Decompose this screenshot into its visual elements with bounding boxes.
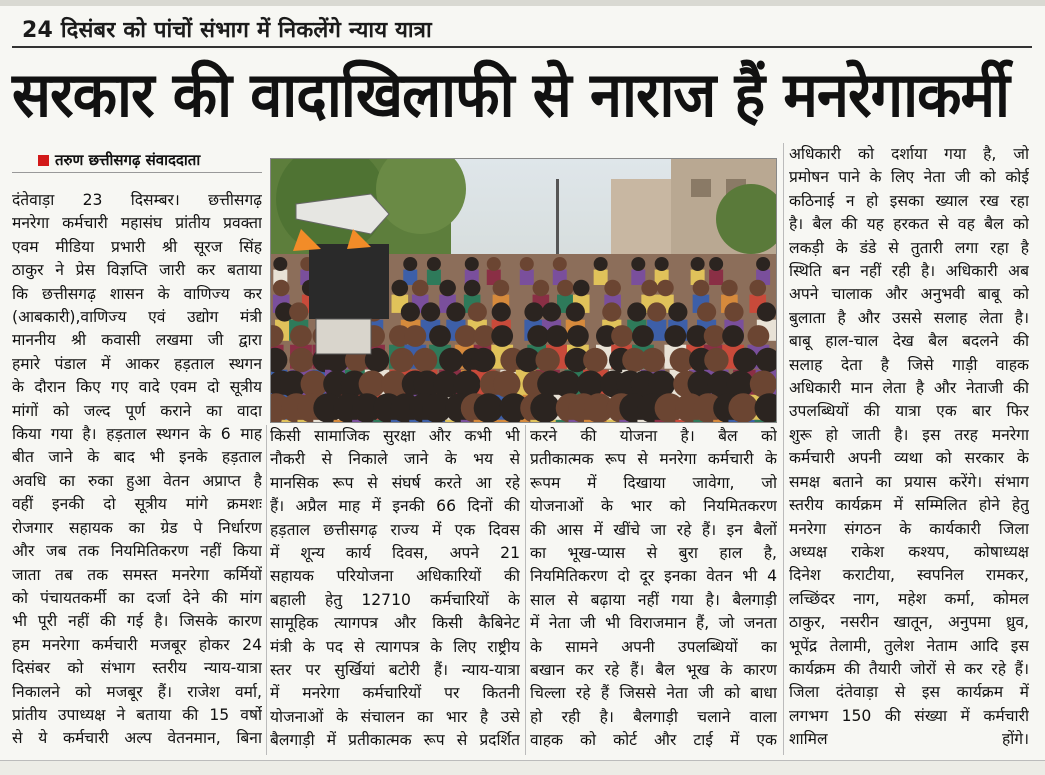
article-text-line: नौकरी से निकाले जाने के भय से	[270, 450, 520, 469]
article-text-line: बैलगाड़ी में प्रतीकात्मक रूप से प्रदर्शित	[270, 731, 520, 750]
article-text-line: जाता तब तक समस्त मनरेगा कर्मियों	[12, 565, 262, 584]
article-text-line: और जब तक नियमितिकरण नहीं किया	[12, 542, 262, 561]
article-text-line: दिसंबर को संभाग स्तरीय न्याय-यात्रा	[12, 659, 262, 678]
divider	[12, 46, 1032, 48]
article-text-line: में नेता जी भी विराजमान हैं, जो जनता	[530, 614, 777, 633]
article-text-line: अधिकारी मान लेता है और नेताजी की	[789, 379, 1029, 398]
article-text-line: हैं। अप्रैल माह में इनकी 66 दिनों की	[270, 497, 520, 516]
byline-text: तरुण छत्तीसगढ़ संवाददाता	[55, 151, 201, 169]
article-text-line: सामूहिक त्यागपत्र और किसी कैबिनेट	[270, 614, 520, 633]
article-text-line: प्रतीकात्मक रूप से मनरेगा कर्मचारी के	[530, 450, 777, 469]
article-text-line: अध्यक्ष राकेश कश्यप, कोषाध्यक्ष	[789, 542, 1029, 561]
article-text-line: ठाकुर ने प्रेस विज्ञप्ति जारी कर बताया	[12, 261, 262, 280]
article-text-line: भी पूरी नहीं की गई है। जिसके कारण	[12, 612, 262, 631]
red-square-icon	[38, 155, 49, 166]
article-text-line: मांगों को जल्द पूर्ण कराने का वादा	[12, 401, 262, 420]
protest-photo	[270, 158, 777, 423]
article-text-line: बीत जाने के बाद भी इनके हड़ताल	[12, 448, 262, 467]
article-text-line: हम मनरेगा कर्मचारी मजबूर होकर 24	[12, 635, 262, 654]
article-text-line: माननीय श्री कवासी लखमा जी द्वारा	[12, 331, 262, 350]
article-text-line: कठिनाई न हो इसका ख्याल रख रहा	[789, 191, 1029, 210]
article-text-line: बुलाता है और उससे सलाह लेता है।	[789, 308, 1029, 327]
article-text-line: में मनरेगा कर्मचारियों पर कितनी	[270, 684, 520, 703]
article-text-line: जिला दंतेवाड़ा से इस कार्यक्रम में	[789, 683, 1029, 702]
article-text-line: हमारे पंडाल में आकर हड़ताल स्थगन	[12, 354, 262, 373]
article-text-line: कर्मचारी अपनी व्यथा को सरकार के	[789, 449, 1029, 468]
article-text-line: समक्ष बताने का प्रयास करेंगे। संभाग	[789, 472, 1029, 491]
article-text-line: लच्छिंदर नाग, महेश कर्मा, कोमल	[789, 589, 1029, 608]
article-text-line: ठाकुर, नसरीन खातून, अनुपमा ध्रुव,	[789, 613, 1029, 632]
article-text-line: मनरेगा कर्मचारी महासंघ प्रांतीय प्रवक्ता	[12, 214, 262, 233]
article-text-line: मंत्री के पद से त्यागपत्र के लिए राष्ट्रीय	[270, 637, 520, 656]
divider	[12, 172, 262, 173]
article-text-line: अधिकारी को दर्शाया गया है, जो	[789, 145, 1029, 163]
article-text-line: साल से बढ़ाया नहीं गया है। बैलगाड़ी	[530, 590, 777, 609]
article-text-line: (आबकारी),वाणिज्य एवं उद्योग मंत्री	[12, 308, 262, 327]
article-text-line: वहीं इनकी दो सूत्रीय मांगे क्रमशः	[12, 495, 262, 514]
article-text-line: स्थिति बन नहीं रही है। अधिकारी अब	[789, 262, 1029, 281]
article-text-line: सलाह देता है जिसे गाड़ी वाहक	[789, 355, 1029, 374]
article-text-line: के दौरान किए गए वादे एवम दो सूत्रीय	[12, 378, 262, 397]
article-text-line: शुरू हो जाती है। इस तरह मनरेगा	[789, 425, 1029, 444]
article-text-line: प्रमोषन पाने के लिए नेता जी को कोई	[789, 168, 1029, 187]
article-text-line: स्तर पर सुर्खियां बटोरी हैं। न्याय-यात्रा	[270, 661, 520, 680]
column-divider	[525, 425, 526, 755]
article-text-line: से ये कर्मचारी अल्प वेतनमान, बिना	[12, 729, 262, 748]
article-text-line: की आस में खींचे जा रहे हैं। इन बैलों	[530, 520, 777, 539]
main-headline: सरकार की वादाखिलाफी से नाराज हैं मनरेगाकर्मी	[12, 58, 1009, 131]
article-text-line: कि छत्तीसगढ़ शासन के वाणिज्य कर	[12, 284, 262, 303]
article-text-line: में शून्य कार्य दिवस, अपने 21	[270, 544, 520, 563]
article-text-line: को पंचायतकर्मी का दर्जा देने की मांग	[12, 588, 262, 607]
article-text-line: प्रांतीय उपाध्यक्ष ने बताया की 15 वर्षो	[12, 705, 262, 724]
article-text-line: अवधि का रुका हुआ वेतन अप्राप्त है	[12, 471, 262, 490]
article-text-line: रोजगार सहायक का ग्रेड पे निर्धारण	[12, 518, 262, 537]
article-text-line: शामिल होंगे।	[789, 730, 1029, 749]
article-column-4	[789, 143, 1029, 752]
column-divider	[266, 425, 267, 755]
article-text-line: का भूख-प्यास से बुरा हाल है,	[530, 544, 777, 563]
article-text-line: निकालने को मजबूर हैं। राजेश वर्मा,	[12, 682, 262, 701]
article-column-2	[270, 425, 520, 753]
article-text-line: सहायक परियोजना अधिकारियों की	[270, 567, 520, 586]
article-text-line: वाहक को कोर्ट और टाई में एक	[530, 731, 777, 750]
article-text-line: नियमितिकरण दो दूर इनका वेतन भी 4	[530, 567, 777, 586]
page-top-edge	[0, 0, 1045, 6]
article-text-line: मानसिक रूप से संघर्ष करते आ रहे	[270, 473, 520, 492]
article-text-line: करने की योजना है। बैल को	[530, 427, 777, 445]
article-text-line: हो रही है। बैलगाड़ी चलाने वाला	[530, 707, 777, 726]
article-text-line: के सामने अपनी उपलब्धियों का	[530, 637, 777, 656]
article-text-line: योजनाओं के संचालन का भार है उसे	[270, 707, 520, 726]
article-text-line: लगभग 150 की संख्या में कर्मचारी	[789, 706, 1029, 725]
article-text-line: कार्यक्रम की तैयारी जोरों से कर रहे हैं।	[789, 659, 1029, 678]
article-text-line: लकड़ी के डंडे से तुतारी लगा रहा है	[789, 238, 1029, 257]
article-text-line: किसी सामाजिक सुरक्षा और कभी भी	[270, 427, 520, 445]
article-text-line: दंतेवाड़ा 23 दिसम्बर। छत्तीसगढ़	[12, 191, 262, 209]
article-text-line: हड़ताल छत्तीसगढ़ राज्य में एक दिवस	[270, 520, 520, 539]
page-bottom-edge	[0, 760, 1045, 775]
article-text-line: बाबू हाल-चाल देख बैल बदलने की	[789, 332, 1029, 351]
article-text-line: चिल्ला रहे हैं जिससे नेता जी को बाधा	[530, 684, 777, 703]
byline	[38, 150, 200, 170]
article-text-line: एवम मीडिया प्रभारी श्री सूरज सिंह	[12, 237, 262, 256]
column-divider	[783, 143, 784, 755]
article-text-line: योजनाओं के भार को नियमितकरण	[530, 497, 777, 516]
kicker-headline: 24 दिसंबर को पांचों संभाग में निकलेंगे न्याय यात्रा	[22, 18, 432, 43]
article-text-line: दिनेश कराटीया, स्वपनिल रामकर,	[789, 566, 1029, 585]
article-text-line: स्तरीय कार्यक्रम में सम्मिलित होने हेतु	[789, 496, 1029, 515]
article-text-line: रूपम में दिखाया जावेगा, जो	[530, 473, 777, 492]
article-column-1	[12, 189, 262, 751]
article-text-line: मनरेगा संगठन के कार्यकारी जिला	[789, 519, 1029, 538]
article-text-line: बखान कर रहे हैं। बैल भूख के कारण	[530, 661, 777, 680]
article-text-line: अपने चालाक और अनुभवी बाबू को	[789, 285, 1029, 304]
article-column-3	[530, 425, 777, 753]
article-text-line: भूपेंद्र तेलामी, तुलेश नेताम आदि इस	[789, 636, 1029, 655]
article-text-line: है। बैल की यह हरकत से वह बैल को	[789, 215, 1029, 234]
article-text-line: उपलब्धियों की यात्रा एक बार फिर	[789, 402, 1029, 421]
article-text-line: बहाली हेतु 12710 कर्मचारियों के	[270, 590, 520, 609]
article-text-line: किया गया है। हड़ताल स्थगन के 6 माह	[12, 425, 262, 444]
